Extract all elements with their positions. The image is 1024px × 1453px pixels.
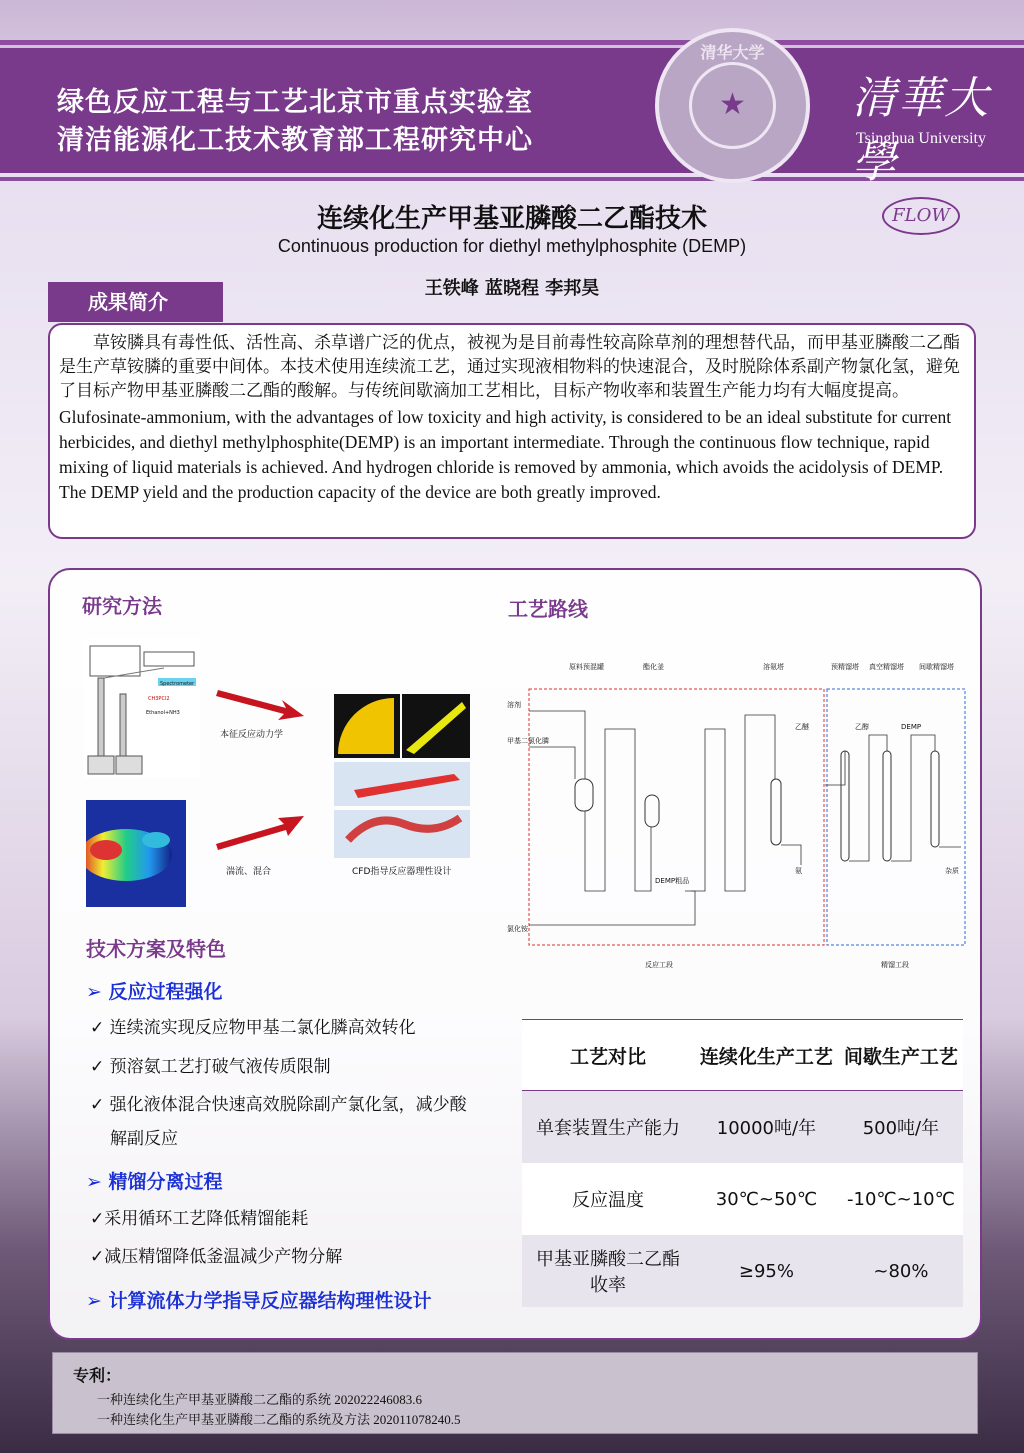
table-header-row [522, 1020, 963, 1091]
table-cell: 单套装置生产能力 [522, 1091, 694, 1164]
turbulence-figure [86, 800, 186, 907]
feature-item-continued: 解副反应 [110, 1129, 178, 1149]
stream-crude: DEMP粗品 [655, 877, 690, 885]
feature-group-2: ➢ 精馏分离过程 [86, 1171, 223, 1193]
unit-pre-distill: 预精馏塔 [831, 663, 859, 671]
unit-esterification: 酯化釜 [643, 663, 664, 671]
unit-vacuum-distill: 真空精馏塔 [869, 663, 904, 671]
stream-nh4cl: 氯化铵 [507, 925, 528, 933]
feature-group-3: ➢ 计算流体力学指导反应器结构理性设计 [86, 1290, 432, 1312]
table-header: 间歇生产工艺 [839, 1020, 963, 1091]
feature-item: ✓ 强化液体混合快速高效脱除副产氯化氢，减少酸 [90, 1095, 467, 1115]
feature-item: ✓减压精馏降低釜温减少产物分解 [90, 1247, 343, 1267]
patent-item: 一种连续化生产甲基亚膦酸二乙酯的系统 202022246083.6 [97, 1392, 423, 1407]
unit-ammonia-tower: 溶氨塔 [763, 663, 784, 671]
feature-group-1-label: 反应过程强化 [108, 981, 223, 1003]
section-reaction: 反应工段 [645, 961, 673, 969]
table-row [522, 1091, 963, 1164]
header-top-rule [0, 40, 1024, 45]
label-kinetics: 本征反应动力学 [220, 730, 284, 740]
stream-ethanol: 乙醇 [855, 723, 869, 731]
table-cell: ~80% [839, 1235, 963, 1307]
lab-name-2: 清洁能源化工技术教育部工程研究中心 [57, 125, 533, 156]
apparatus-label-spectrometer: Spectrometer [160, 681, 195, 687]
label-mixing: 湍流、混合 [226, 867, 272, 877]
comparison-table [522, 1019, 963, 1307]
flow-logo-icon: FLOW [882, 197, 960, 235]
table-cell: 500吨/年 [839, 1091, 963, 1164]
feature-group-3-label: 计算流体力学指导反应器结构理性设计 [108, 1290, 432, 1312]
stream-mdcp: 甲基二氯化膦 [507, 737, 549, 745]
feature-item: ✓ 连续流实现反应物甲基二氯化膦高效转化 [90, 1018, 416, 1038]
apparatus-figure [84, 638, 200, 778]
table-header: 连续化生产工艺 [694, 1020, 839, 1091]
intro-text-cn: 草铵膦具有毒性低、活性高、杀草谱广泛的优点，被视为是目前毒性较高除草剂的理想替代品，而甲基亚膦酸二乙酯是生产草铵膦的重要中间体。本技术使用连续流工艺，通过实现液相物料的快速混合，及时脱除体系副产物氯化氢，避免了目标产物甲基亚膦酸二乙酯的酸解。与传统间歇滴加工艺相比，目标产物收率和装置生产能力均有大幅度提高。 [59, 333, 960, 401]
process-flow-diagram [505, 655, 967, 975]
unit-premix: 原料预混罐 [569, 663, 604, 671]
seal-inner-ring [689, 62, 776, 149]
features-heading: 技术方案及特色 [86, 937, 226, 961]
table-row [522, 1163, 963, 1235]
apparatus-label-ethanol: Ethanol+NH3 [146, 710, 180, 716]
table-cell: 甲基亚膦酸二乙酯收率 [522, 1235, 694, 1307]
unit-batch-distill: 间歇精馏塔 [919, 663, 954, 671]
section-distill: 精馏工段 [881, 961, 909, 969]
feature-group-2-label: 精馏分离过程 [108, 1171, 223, 1193]
university-name-en: Tsinghua University [856, 130, 986, 147]
cfd-figure [334, 694, 470, 858]
authors: 王铁峰 蓝晓程 李邦昊 [424, 278, 600, 299]
feature-item: ✓采用循环工艺降低精馏能耗 [90, 1209, 309, 1229]
intro-text-en: Glufosinate-ammonium, with the advantages of low toxicity and high activity, is considered to be an ideal substitute for current herbicides, and diethyl methylphosphite(DEMP) is an important intermediate. Through the continuous flow technique, rapid mixing of liquid materials is achieved. And hydrogen chloride is removed by ammonia, which avoids the acidolysis of DEMP. The DEMP yield and the production capacity of the device are both greatly improved. [59, 407, 952, 502]
table-cell: 30℃~50℃ [694, 1163, 839, 1235]
patent-item: 一种连续化生产甲基亚膦酸二乙酯的系统及方法 202011078240.5 [97, 1412, 461, 1427]
table-cell: -10℃~10℃ [839, 1163, 963, 1235]
poster-title-en: Continuous production for diethyl methylphosphite (DEMP) [277, 236, 747, 256]
table-cell: 反应温度 [522, 1163, 694, 1235]
seal-text: 清华大学 [700, 43, 765, 62]
table-header: 工艺对比 [522, 1020, 694, 1091]
stream-demp: DEMP [901, 723, 922, 731]
stream-ether: 乙醚 [795, 723, 809, 731]
table-row [522, 1235, 963, 1307]
process-heading: 工艺路线 [508, 597, 588, 621]
table-cell: ≥95% [694, 1235, 839, 1307]
patent-title: 专利： [73, 1366, 122, 1385]
stream-solvent: 溶剂 [507, 701, 521, 709]
table-cell: 10000吨/年 [694, 1091, 839, 1164]
label-cfd: CFD指导反应器理性设计 [352, 867, 452, 877]
star-icon: ★ [719, 87, 746, 122]
apparatus-label-reagent: CH3PCl2 [148, 696, 170, 702]
stream-impurity: 杂质 [945, 867, 959, 875]
stream-ammonia: 氨 [795, 867, 802, 875]
intro-box [48, 323, 976, 539]
intro-tab: 成果简介 [48, 282, 223, 322]
feature-item: ✓ 预溶氨工艺打破气液传质限制 [90, 1057, 331, 1077]
patent-box [52, 1352, 978, 1434]
tsinghua-seal-icon [655, 28, 810, 183]
method-heading: 研究方法 [82, 594, 162, 618]
feature-group-1: ➢ 反应过程强化 [86, 981, 223, 1003]
arrow-icon [216, 812, 306, 854]
lab-name-1: 绿色反应工程与工艺北京市重点实验室 [57, 87, 533, 118]
poster-title-cn: 连续化生产甲基亚膦酸二乙酯技术 [316, 204, 707, 234]
arrow-icon [216, 686, 306, 726]
university-name-cn: 清華大學 [852, 73, 990, 188]
